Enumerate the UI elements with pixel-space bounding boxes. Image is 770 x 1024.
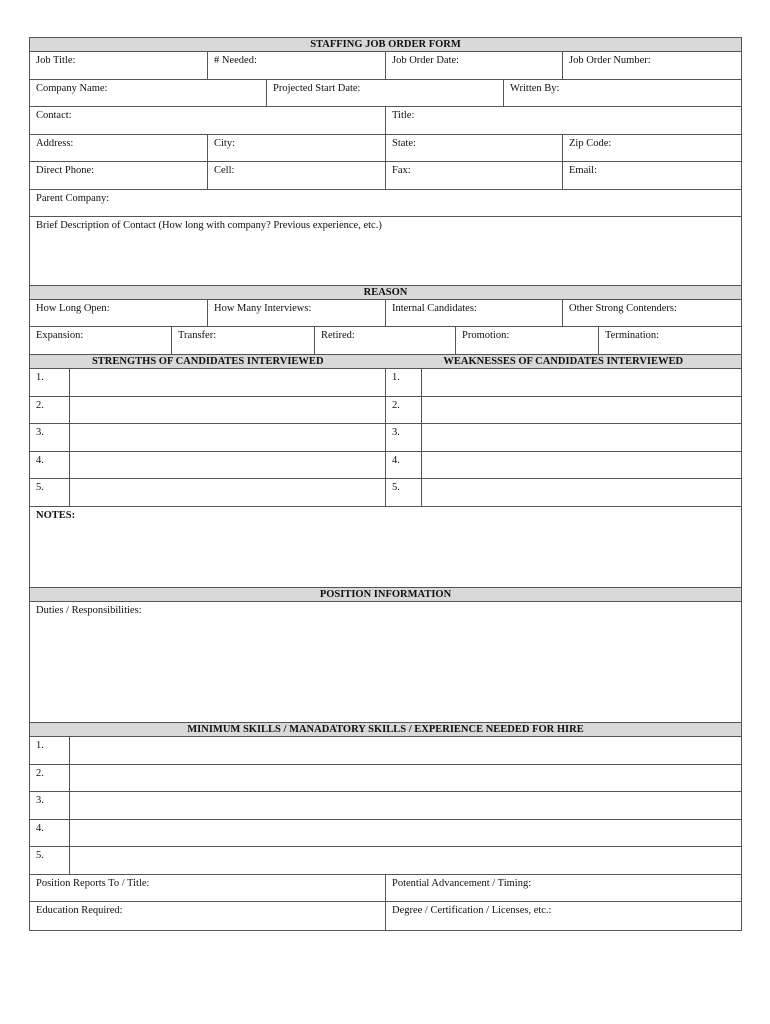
degree-certification-field[interactable]: Degree / Certification / Licenses, etc.: xyxy=(392,905,552,916)
strength-input[interactable] xyxy=(70,369,386,396)
job-order-number-field[interactable]: Job Order Number: xyxy=(569,55,651,66)
skill-number: 1. xyxy=(30,737,70,764)
weakness-input[interactable] xyxy=(422,397,743,423)
address-row xyxy=(30,135,741,162)
strength-input[interactable] xyxy=(70,479,386,506)
duties-responsibilities-field[interactable]: Duties / Responsibilities: xyxy=(36,605,142,616)
written-by-field[interactable]: Written By: xyxy=(510,83,560,94)
how-many-interviews-field[interactable]: How Many Interviews: xyxy=(208,300,386,326)
weakness-number: 1. xyxy=(386,369,422,396)
position-reports-to-field[interactable]: Position Reports To / Title: xyxy=(30,875,386,901)
other-strong-contenders-field[interactable]: Other Strong Contenders: xyxy=(569,303,677,314)
skill-row xyxy=(30,737,741,765)
cell-field[interactable]: Cell: xyxy=(208,162,386,189)
skill-input[interactable] xyxy=(70,792,743,819)
strength-number: 4. xyxy=(30,452,70,478)
contact-field[interactable]: Contact: xyxy=(30,107,386,134)
expansion-field[interactable]: Expansion: xyxy=(30,327,172,354)
retired-field[interactable]: Retired: xyxy=(315,327,456,354)
skill-input[interactable] xyxy=(70,765,743,791)
skill-input[interactable] xyxy=(70,737,743,764)
weakness-number: 5. xyxy=(386,479,422,506)
potential-advancement-field[interactable]: Potential Advancement / Timing: xyxy=(392,878,532,889)
weakness-input[interactable] xyxy=(422,369,743,396)
weakness-input[interactable] xyxy=(422,452,743,478)
candidates-header xyxy=(30,355,741,369)
weakness-number: 3. xyxy=(386,424,422,451)
candidate-row xyxy=(30,369,741,397)
skill-number: 4. xyxy=(30,820,70,846)
state-field[interactable]: State: xyxy=(386,135,563,161)
zip-code-field[interactable]: Zip Code: xyxy=(569,138,612,149)
contact-row xyxy=(30,107,741,135)
title-field[interactable]: Title: xyxy=(392,110,415,121)
candidate-row xyxy=(30,479,741,507)
weakness-number: 4. xyxy=(386,452,422,478)
candidate-row xyxy=(30,452,741,479)
strength-number: 2. xyxy=(30,397,70,423)
termination-field[interactable]: Termination: xyxy=(605,330,660,341)
candidate-row xyxy=(30,424,741,452)
skill-row xyxy=(30,847,741,875)
city-field[interactable]: City: xyxy=(208,135,386,161)
transfer-field[interactable]: Transfer: xyxy=(172,327,315,354)
strength-number: 3. xyxy=(30,424,70,451)
reports-to-row xyxy=(30,875,741,902)
staffing-job-order-form xyxy=(29,37,742,931)
skill-row xyxy=(30,820,741,847)
job-title-field[interactable]: Job Title: xyxy=(30,52,208,79)
weakness-number: 2. xyxy=(386,397,422,423)
reason-row-2 xyxy=(30,327,741,355)
brief-description-row xyxy=(30,217,741,286)
notes-field[interactable]: NOTES: xyxy=(36,510,76,521)
how-long-open-field[interactable]: How Long Open: xyxy=(30,300,208,326)
brief-description-field[interactable]: Brief Description of Contact (How long with company? Previous experience, etc.) xyxy=(36,220,382,231)
weakness-input[interactable] xyxy=(422,424,743,451)
weakness-input[interactable] xyxy=(422,479,743,506)
parent-company-row xyxy=(30,190,741,217)
duties-row xyxy=(30,602,741,723)
skill-row xyxy=(30,792,741,820)
skill-number: 2. xyxy=(30,765,70,791)
parent-company-field[interactable]: Parent Company: xyxy=(36,193,110,204)
skill-row xyxy=(30,765,741,792)
address-field[interactable]: Address: xyxy=(30,135,208,161)
promotion-field[interactable]: Promotion: xyxy=(456,327,599,354)
fax-field[interactable]: Fax: xyxy=(386,162,563,189)
skill-number: 5. xyxy=(30,847,70,874)
strength-number: 1. xyxy=(30,369,70,396)
strength-input[interactable] xyxy=(70,424,386,451)
company-name-field[interactable]: Company Name: xyxy=(30,80,267,106)
number-needed-field[interactable]: # Needed: xyxy=(208,52,386,79)
skill-input[interactable] xyxy=(70,847,743,874)
skill-input[interactable] xyxy=(70,820,743,846)
direct-phone-field[interactable]: Direct Phone: xyxy=(30,162,208,189)
strength-number: 5. xyxy=(30,479,70,506)
job-info-row xyxy=(30,52,741,80)
phone-row xyxy=(30,162,741,190)
education-required-field[interactable]: Education Required: xyxy=(30,902,386,930)
company-row xyxy=(30,80,741,107)
reason-row-1 xyxy=(30,300,741,327)
reason-header: REASON xyxy=(30,286,741,300)
minimum-skills-header: MINIMUM SKILLS / MANADATORY SKILLS / EXPERIENCE NEEDED FOR HIRE xyxy=(30,723,741,737)
strengths-header: STRENGTHS OF CANDIDATES INTERVIEWED xyxy=(91,356,324,367)
email-field[interactable]: Email: xyxy=(569,165,597,176)
strength-input[interactable] xyxy=(70,452,386,478)
position-information-header: POSITION INFORMATION xyxy=(30,588,741,602)
internal-candidates-field[interactable]: Internal Candidates: xyxy=(386,300,563,326)
notes-row xyxy=(30,507,741,588)
weaknesses-header: WEAKNESSES OF CANDIDATES INTERVIEWED xyxy=(443,356,684,367)
strength-input[interactable] xyxy=(70,397,386,423)
candidate-row xyxy=(30,397,741,424)
job-order-date-field[interactable]: Job Order Date: xyxy=(386,52,563,79)
skill-number: 3. xyxy=(30,792,70,819)
education-row xyxy=(30,902,741,930)
form-title: STAFFING JOB ORDER FORM xyxy=(30,38,741,52)
projected-start-date-field[interactable]: Projected Start Date: xyxy=(267,80,504,106)
